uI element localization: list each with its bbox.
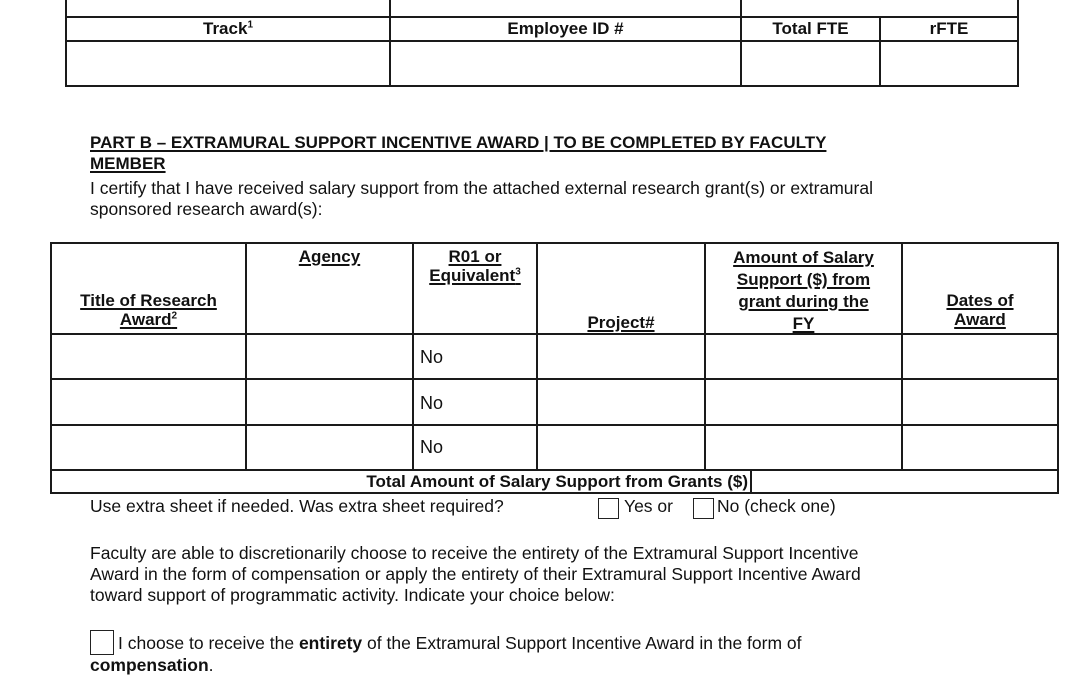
title-input[interactable] — [52, 335, 245, 378]
title-input[interactable] — [52, 426, 245, 469]
total-salary-support-input[interactable] — [752, 471, 1057, 492]
header-rfte: rFTE — [929, 19, 969, 38]
compensation-choice-label-cont: compensation. — [90, 655, 214, 675]
extra-sheet-question: Use extra sheet if needed. Was extra sheet required? — [90, 496, 504, 516]
header-track: Track$^1$ — [203, 19, 253, 38]
agency-input[interactable] — [247, 335, 412, 378]
header-amount-of-salary-support: Amount of Salary Support ($) from grant during the FY — [733, 248, 874, 333]
discretion-text: Faculty are able to discretionarily choose to receive the entirety of the Extramural Support Incentive — [90, 543, 859, 563]
compensation-choice-checkbox[interactable] — [90, 630, 114, 655]
r01-select[interactable]: No — [420, 437, 444, 457]
compensation-choice-label: I choose to receive the entirety of the Extramural Support Incentive Award in the form of — [118, 633, 802, 653]
employee-id-input[interactable] — [391, 42, 740, 85]
header-dates-of-award: Dates of Award — [946, 291, 1014, 329]
dates-input[interactable] — [903, 335, 1057, 378]
certify-text-cont: sponsored research award(s): — [90, 199, 323, 219]
project-input[interactable] — [538, 335, 704, 378]
header-employee-id: Employee ID # — [507, 19, 624, 38]
header-r01-or-equivalent: R01 or Equivalent$^3$ — [429, 247, 521, 285]
track-input[interactable] — [67, 42, 389, 85]
header-total-fte: Total FTE — [772, 19, 849, 38]
title-input[interactable] — [52, 380, 245, 424]
r01-select[interactable]: No — [420, 347, 444, 367]
dates-input[interactable] — [903, 426, 1057, 469]
part-b-heading-cont: MEMBER — [90, 154, 166, 173]
total-salary-support-label: Total Amount of Salary Support from Grants ($) — [366, 472, 748, 491]
discretion-text-end: toward support of programmatic activity. Indicate your choice below: — [90, 585, 615, 605]
dates-input[interactable] — [903, 380, 1057, 424]
discretion-text-cont: Award in the form of compensation or apply the entirety of their Extramural Support Incentive Award — [90, 564, 861, 584]
amount-input[interactable] — [706, 380, 901, 424]
extra-sheet-yes-checkbox[interactable] — [598, 498, 619, 519]
agency-input[interactable] — [247, 426, 412, 469]
certify-text: I certify that I have received salary support from the attached external research grant(s) or extramural — [90, 178, 873, 198]
part-b-heading: PART B – EXTRAMURAL SUPPORT INCENTIVE AWARD | TO BE COMPLETED BY FACULTY — [90, 133, 827, 152]
amount-input[interactable] — [706, 426, 901, 469]
total-fte-input[interactable] — [742, 42, 879, 85]
extra-sheet-no-label: No (check one) — [717, 496, 836, 516]
r01-select[interactable]: No — [420, 393, 444, 413]
header-title-of-research-award: Title of Research Award$^2$ — [80, 291, 217, 329]
project-input[interactable] — [538, 380, 704, 424]
header-project-number: Project# — [587, 313, 655, 332]
header-agency: Agency — [298, 247, 361, 266]
rfte-input[interactable] — [881, 42, 1017, 85]
extra-sheet-no-checkbox[interactable] — [693, 498, 714, 519]
project-input[interactable] — [538, 426, 704, 469]
amount-input[interactable] — [706, 335, 901, 378]
extra-sheet-yes-label: Yes or — [624, 496, 673, 516]
agency-input[interactable] — [247, 380, 412, 424]
